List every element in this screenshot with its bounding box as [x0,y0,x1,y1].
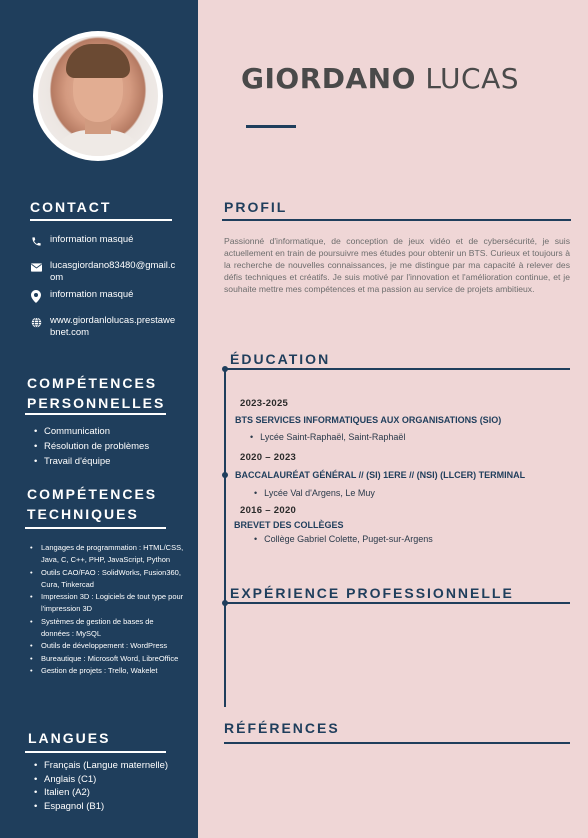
timeline-dot [222,366,228,372]
profile-heading: PROFIL [224,199,288,215]
contact-website-text[interactable]: www.giordanlolucas.prestawebnet.com [50,315,176,338]
personal-skills-list [32,424,192,469]
list-item: • Anglais (C1) [32,773,192,787]
education-school: • Lycée Val d'Argens, Le Muy [254,488,375,498]
list-item: • Outils CAO/FAO : SolidWorks, Fusion360, Cura, Tinkercad [28,567,184,592]
technical-skills-heading: COMPÉTENCES TECHNIQUES [27,486,158,522]
profile-divider [222,219,571,221]
list-item: • Impression 3D : Logiciels de tout type pour l'impression 3D [28,591,184,616]
technical-skills-list [28,542,184,677]
mail-icon [30,261,42,273]
name-underline [246,125,296,128]
education-date: 2023-2025 [240,398,289,409]
contact-website [30,315,176,339]
phone-icon [30,235,42,247]
education-date: 2020 – 2023 [240,452,297,463]
contact-phone [30,234,176,247]
education-date: 2016 – 2020 [240,505,297,516]
education-degree: BACCALAURÉAT GÉNÉRAL // (SI) 1ERE // (NSI) (LLCER) TERMINAL [235,470,526,480]
list-item: • Espagnol (B1) [32,800,192,814]
location-icon [30,290,42,302]
last-name: LUCAS [425,62,520,95]
contact-email [30,260,176,284]
list-item: • Langages de programmation : HTML/CSS, Java, C, C++, PHP, JavaScript, Python [28,542,184,567]
list-item: • Italien (A2) [32,786,192,800]
languages-list [32,759,192,813]
profile-photo [38,36,158,156]
references-heading: RÉFÉRENCES [224,720,340,736]
list-item: • Outils de développement : WordPress [28,640,184,652]
list-item: • Bureautique : Microsoft Word, LibreOffice [28,653,184,665]
contact-heading: CONTACT [30,199,112,215]
list-item: • Communication [32,424,192,439]
languages-heading: LANGUES [28,730,111,746]
list-item: • Travail d'équipe [32,454,192,469]
list-item: • Gestion de projets : Trello, Wakelet [28,665,184,677]
technical-skills-divider [25,527,166,529]
languages-divider [25,751,166,753]
education-degree: BTS SERVICES INFORMATIQUES AUX ORGANISATIONS (SIO) [235,415,502,425]
education-degree: BREVET DES COLLÈGES [234,520,344,530]
profile-text: Passionné d'informatique, de conception de jeux vidéo et de cybersécurité, je suis actuellement en train de poursuivre mes études pour obtenir un BTS. Curieux et toujours à la recherche de nouvelles connaissances, je me distingue par ma capacité à relever des défis techniques et créatifs. Je suis motivé par l'innovation et l'amélioration continue, et je souhaite mettre mes compétences et ma passion au service de projets ambitieux. [224,236,570,294]
list-item: • Français (Langue maternelle) [32,759,192,773]
experience-divider [224,602,570,604]
list-item: • Systèmes de gestion de bases de données : MySQL [28,616,184,641]
personal-skills-divider [25,413,166,415]
timeline-line [224,369,226,707]
contact-location [30,289,176,302]
education-school: • Collège Gabriel Colette, Puget-sur-Argens [254,534,433,544]
main-content [198,0,588,838]
timeline-dot [222,600,228,606]
contact-email-text[interactable]: lucasgiordano83480@gmail.com [50,260,176,283]
references-divider [224,742,570,744]
education-heading: ÉDUCATION [230,351,331,367]
contact-location-text: information masqué [50,289,134,300]
contact-phone-text: information masqué [50,234,134,245]
timeline-dot [222,472,228,478]
sidebar [0,0,198,838]
profile-photo-frame [33,31,163,161]
globe-icon [30,316,42,328]
list-item: • Résolution de problèmes [32,439,192,454]
education-school: • Lycée Saint-Raphaël, Saint-Raphaël [250,432,405,442]
education-divider [224,368,570,370]
personal-skills-heading: COMPÉTENCES PERSONNELLES [27,375,166,411]
full-name [241,62,519,95]
experience-heading: EXPÉRIENCE PROFESSIONNELLE [230,585,514,601]
first-name: GIORDANO [241,62,416,95]
contact-divider [30,219,172,221]
